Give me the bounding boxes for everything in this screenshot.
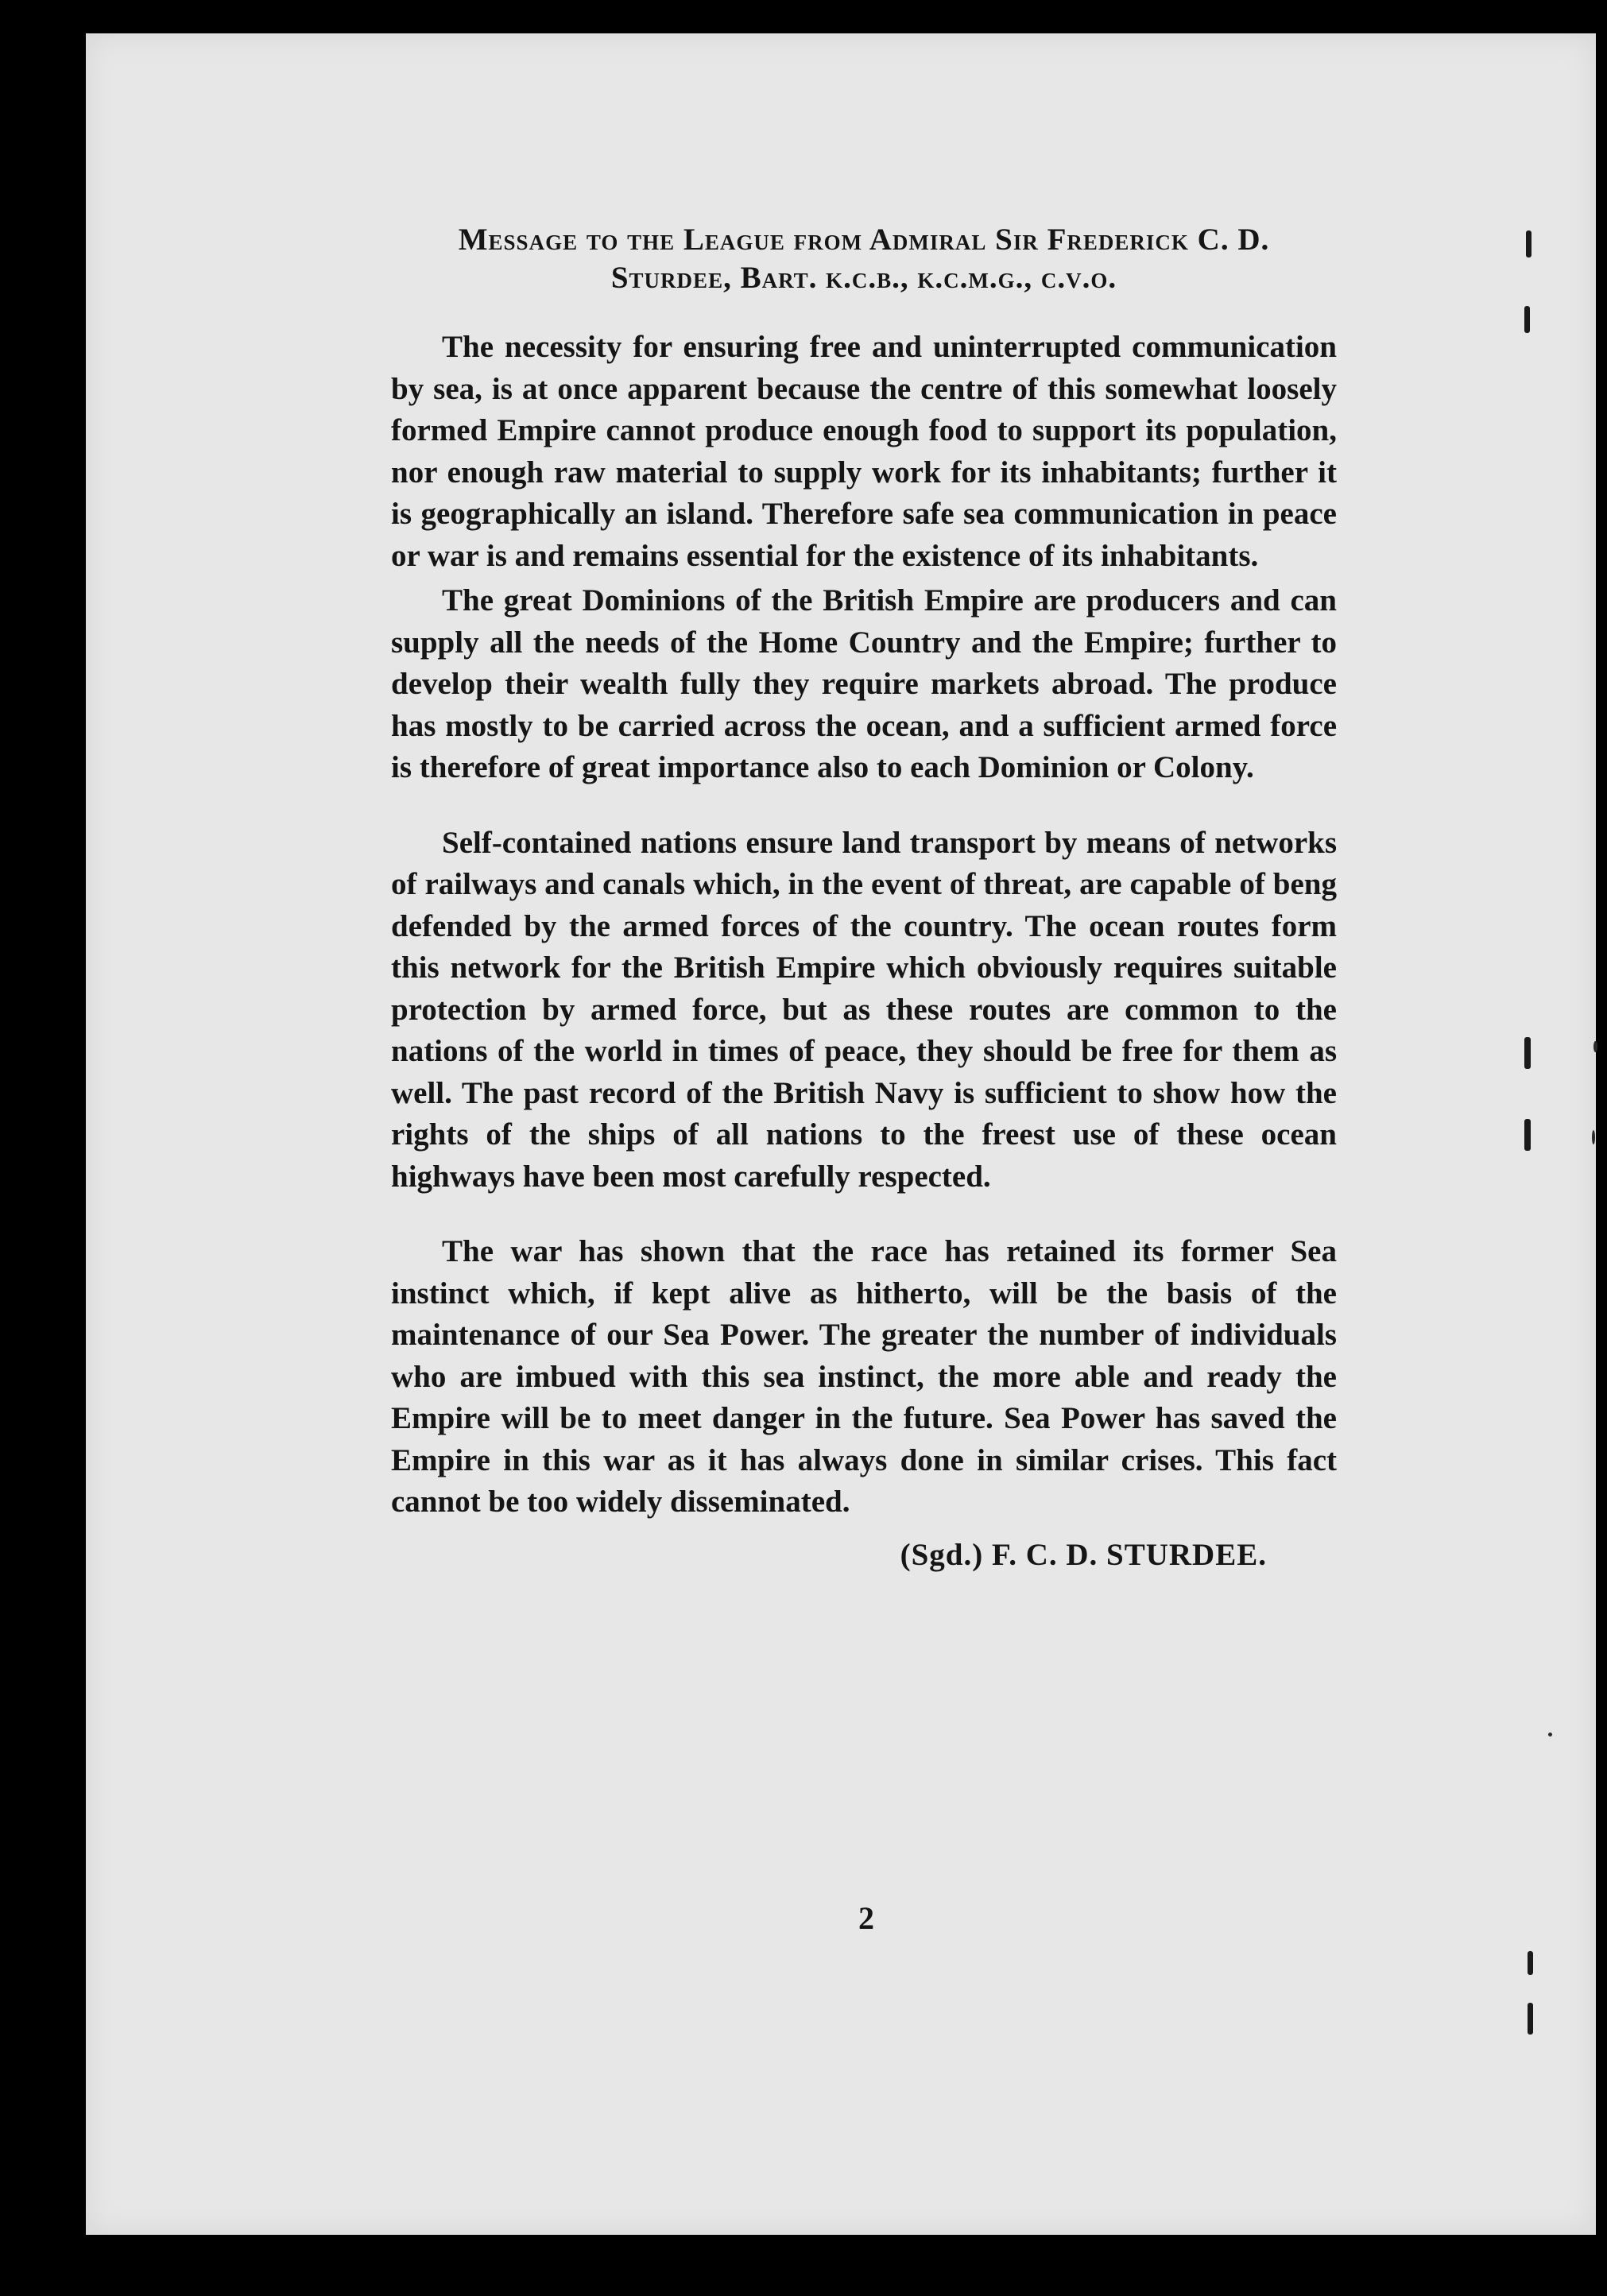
page-number: 2 [858, 1900, 874, 1936]
binding-mark [1528, 2003, 1533, 2035]
dust-speck [1593, 1041, 1597, 1052]
binding-mark [1524, 1119, 1531, 1151]
letter-body [391, 221, 1337, 1576]
signature: (Sgd.) F. C. D. STURDEE. [900, 1537, 1267, 1572]
letter-heading [391, 221, 1337, 296]
paragraph-3: Self-contained nations ensure land transport by means of networks of railways and canals which, in the event of threat, are capable of beng defended by the armed forces of the country. The ocean routes form this network for the British Empire which obviously requires suitable protection by armed force, but as these routes are common to the nations of the world in times of peace, they should be free for them as well. The past record of the British Navy is sufficient to show how the rights of the ships of all nations to the freest use of these ocean highways have been most carefully respected. [391, 825, 1337, 1194]
binding-mark [1524, 1037, 1531, 1069]
binding-mark [1526, 230, 1531, 257]
paragraph-4: The war has shown that the race has retained its former Sea instinct which, if kept alive as hitherto, will be the basis of the maintenance of our Sea Power. The greater the number of individuals who are imbued with this sea instinct, the more able and ready the Empire will be to meet danger in the future. Sea Power has saved the Empire in this war as it has always done in similar crises. This fact cannot be too widely disseminated. [391, 1234, 1337, 1520]
dust-speck [1548, 1733, 1552, 1737]
dust-speck [1592, 1130, 1595, 1144]
heading-line-2: Sturdee, Bart. k.c.b., k.c.m.g., c.v.o. [610, 260, 1117, 295]
binding-mark [1528, 1951, 1533, 1975]
heading-line-1: Message to the League from Admiral Sir Frederick C. D. [458, 223, 1270, 257]
binding-mark [1524, 306, 1530, 333]
paragraph-2: The great Dominions of the British Empire are producers and can supply all the needs of the Home Country and the Empire; further to develop their wealth fully they require markets abroad. The produce has mostly to be carried across the ocean, and a sufficient armed force is therefore of great importance also to each Dominion or Colony. [391, 583, 1337, 785]
paragraph-1: The necessity for ensuring free and uninterrupted communication by sea, is at once apparent because the centre of this somewhat loosely formed Empire cannot produce enough food to support its population, nor enough raw material to supply work for its inhabitants; further it is geographically an island. Therefore safe sea communication in peace or war is and remains essential for the existence of its inhabitants. [391, 330, 1337, 573]
